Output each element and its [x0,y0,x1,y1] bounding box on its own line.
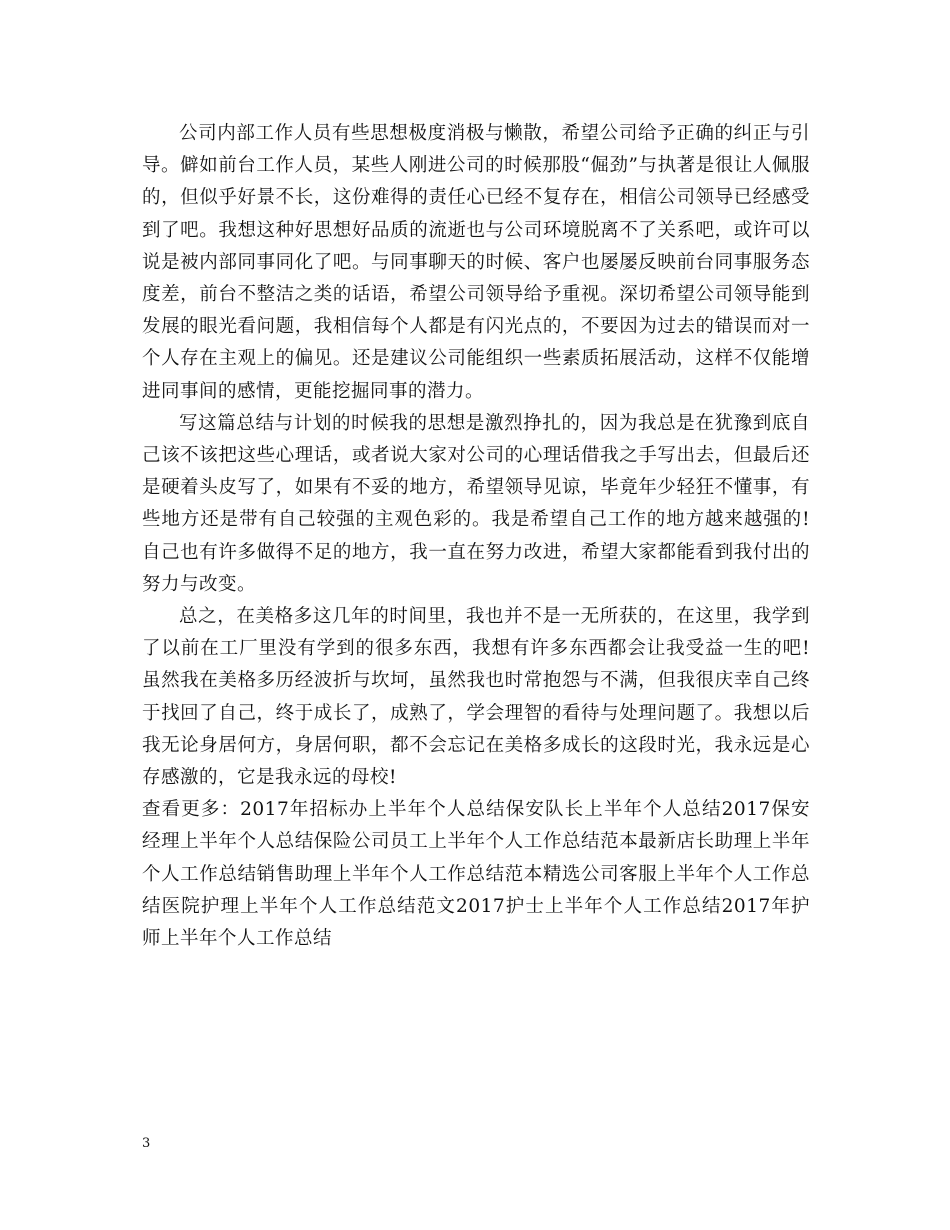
paragraph-conclusion: 总之，在美格多这几年的时间里，我也并不是一无所获的，在这里，我学到了以前在工厂里没有学到的很多东西，我想有许多东西都会让我受益一生的吧!虽然我在美格多历经波折与坎坷，虽然我也时常抱怨与不满，但我很庆幸自己终于找回了自己，终于成长了，成熟了，学会理智的看待与处理问题了。我想以后我无论身居何方，身居何职，都不会忘记在美格多成长的这段时光，我永远是心存感激的，它是我永远的母校! [142,606,810,789]
see-more-links[interactable]: 查看更多：2017年招标办上半年个人总结保安队长上半年个人总结2017保安经理上半年个人总结保险公司员工上半年个人工作总结范本最新店长助理上半年个人工作总结销售助理上半年个人工作总结范本精选公司客服上半年个人工作总结医院护理上半年个人工作总结范文2017护士上半年个人工作总结2017年护师上半年个人工作总结 [142,799,810,950]
paragraph-feedback: 公司内部工作人员有些思想极度消极与懒散，希望公司给予正确的纠正与引导。僻如前台工作人员，某些人刚进公司的时候那股“倔劲”与执著是很让人佩服的，但似乎好景不长，这份难得的责任心已经不复存在，相信公司领导已经感受到了吧。我想这种好思想好品质的流逝也与公司环境脱离不了关系吧，或许可以说是被内部同事同化了吧。与同事聊天的时候、客户也屡屡反映前台同事服务态度差，前台不整洁之类的话语，希望公司领导给予重视。深切希望公司领导能到发展的眼光看问题，我相信每个人都是有闪光点的，不要因为过去的错误而对一个人存在主观上的偏见。还是建议公司能组织一些素质拓展活动，这样不仅能增进同事间的感情，更能挖掘同事的潜力。 [142,123,810,402]
paragraph-reflection: 写这篇总结与计划的时候我的思想是激烈挣扎的，因为我总是在犹豫到底自己该不该把这些心理话，或者说大家对公司的心理话借我之手写出去，但最后还是硬着头皮写了，如果有不妥的地方，希望领导见谅，毕竟年少轻狂不懂事，有些地方还是带有自己较强的主观色彩的。我是希望自己工作的地方越来越强的!自己也有许多做得不足的地方，我一直在努力改进，希望大家都能看到我付出的努力与改变。 [142,412,810,595]
page-number: 3 [142,1136,151,1151]
document-body [142,118,810,955]
